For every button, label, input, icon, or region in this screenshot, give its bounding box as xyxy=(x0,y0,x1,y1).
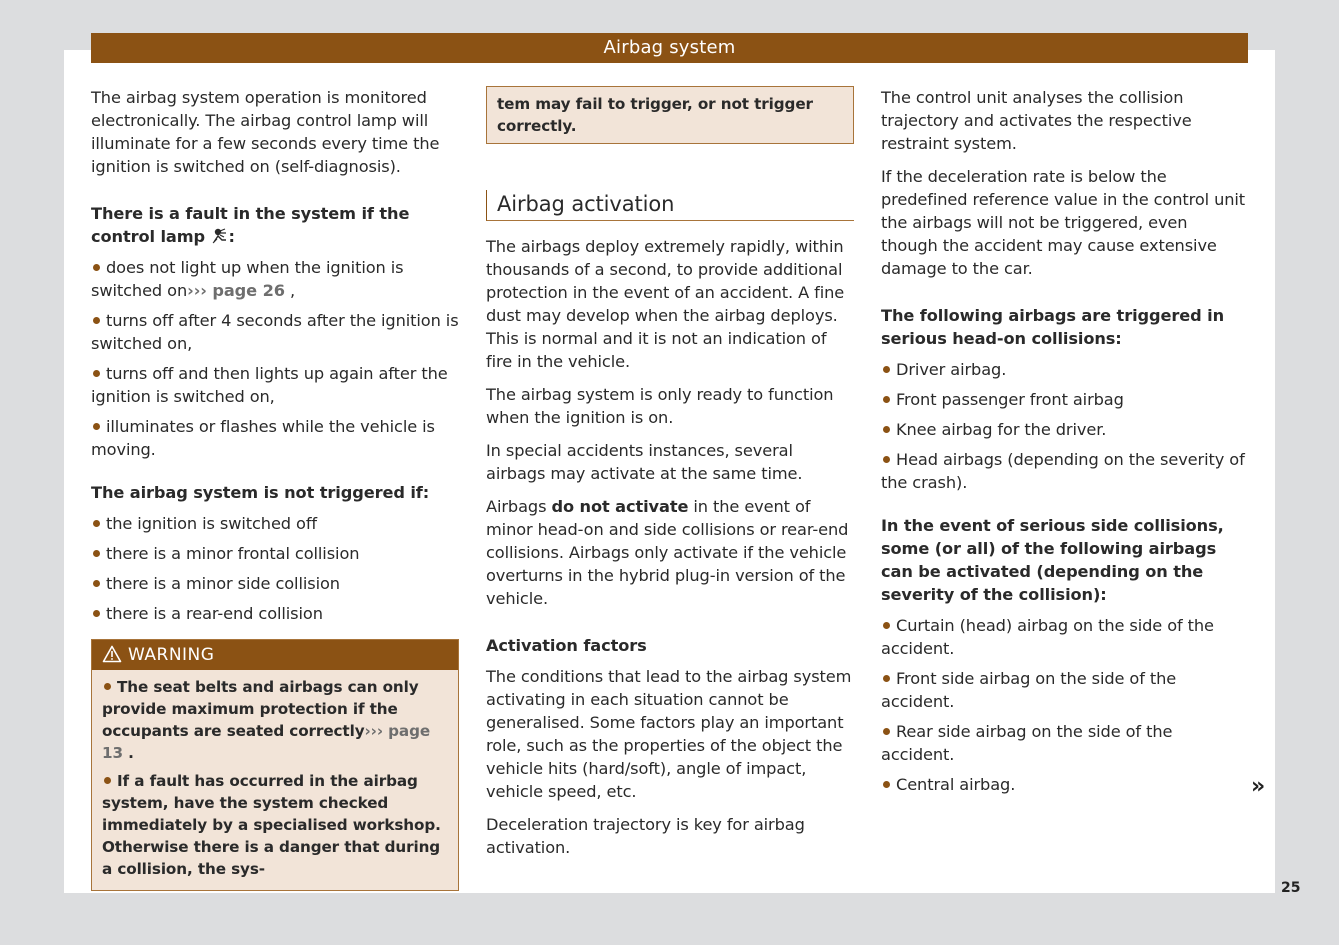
page-26-link[interactable]: ››› page 26 xyxy=(187,281,285,300)
bullet-icon xyxy=(104,777,111,784)
section-title-airbag-activation: Airbag activation xyxy=(486,190,854,221)
list-item: there is a minor frontal collision xyxy=(91,542,459,565)
bullet-icon xyxy=(93,610,100,617)
list-item: Central airbag. xyxy=(881,773,1249,796)
bullet-icon xyxy=(93,550,100,557)
bullet-icon xyxy=(883,396,890,403)
deceleration-paragraph: Deceleration trajectory is key for airbag activation. xyxy=(486,815,805,857)
bullet-icon xyxy=(883,426,890,433)
bullet-icon xyxy=(93,370,100,377)
section-header-title: Airbag system xyxy=(603,37,736,58)
bullet-icon xyxy=(883,622,890,629)
list-item: Curtain (head) airbag on the side of the accident. xyxy=(881,616,1214,658)
not-triggered-list xyxy=(91,512,459,625)
warning-continuation-text: tem may fail to trigger, or not trigger correctly. xyxy=(497,95,813,135)
column-2 xyxy=(486,86,854,869)
head-on-list xyxy=(881,358,1249,494)
fault-list xyxy=(91,256,459,461)
side-collision-heading: In the event of serious side collisions, some (or all) of the following airbags can be activated (depending on the severity of the collision): xyxy=(881,516,1224,604)
list-item: Front side airbag on the side of the accident. xyxy=(881,669,1177,711)
column-1 xyxy=(91,86,459,891)
head-on-heading: The following airbags are triggered in serious head-on collisions: xyxy=(881,306,1225,348)
fault-heading: There is a fault in the system if the control lamp : xyxy=(91,204,410,246)
list-item: there is a rear-end collision xyxy=(91,602,459,625)
bullet-icon xyxy=(883,728,890,735)
side-collision-list xyxy=(881,614,1249,796)
list-item: does not light up when the ignition is switched on››› page 26 , xyxy=(91,258,404,300)
bullet-icon xyxy=(93,520,100,527)
bullet-icon xyxy=(93,317,100,324)
bullet-icon xyxy=(93,580,100,587)
list-item: there is a minor side collision xyxy=(91,572,459,595)
list-item: Rear side airbag on the side of the accident. xyxy=(881,722,1173,764)
list-item: illuminates or flashes while the vehicle is moving. xyxy=(91,417,435,459)
list-item: Knee airbag for the driver. xyxy=(881,418,1249,441)
list-item: turns off after 4 seconds after the ignition is switched on, xyxy=(91,311,459,353)
list-item: turns off and then lights up again after the ignition is switched on, xyxy=(91,364,448,406)
warning-item: If a fault has occurred in the airbag system, have the system checked immediately by a specialised workshop. Otherwise there is a danger that during a collision, the sys- xyxy=(102,772,441,878)
list-item: Driver airbag. xyxy=(881,358,1249,381)
page-number: 25 xyxy=(1281,880,1301,896)
bullet-icon xyxy=(883,781,890,788)
bullet-icon xyxy=(883,675,890,682)
list-item: the ignition is switched off xyxy=(91,512,459,535)
warning-continuation-box xyxy=(486,86,854,144)
deceleration-rate-paragraph: If the deceleration rate is below the predefined reference value in the control unit the airbags will not be triggered, even though the accident may cause extensive damage to the car. xyxy=(881,167,1246,278)
bullet-icon xyxy=(104,683,111,690)
bullet-icon xyxy=(883,366,890,373)
list-item: Head airbags (depending on the severity of the crash). xyxy=(881,450,1245,492)
intro-paragraph: The airbag system operation is monitored electronically. The airbag control lamp will illuminate for a few seconds every time the ignition is switched on (self-diagnosis). xyxy=(91,88,440,176)
warning-triangle-icon xyxy=(102,645,122,663)
warning-title: WARNING xyxy=(128,645,215,665)
bullet-icon xyxy=(883,456,890,463)
do-not-activate-paragraph: Airbags do not activate in the event of minor head-on and side collisions or rear-end collisions. Airbags only activate if the vehicle overturns in the hybrid plug-in version of the vehicle. xyxy=(486,497,849,608)
warning-box xyxy=(91,639,459,891)
column-3 xyxy=(881,86,1249,803)
warning-item: The seat belts and airbags can only provide maximum protection if the occupants are seated correctly››› page 13 . xyxy=(102,678,431,762)
airbag-lamp-icon xyxy=(211,228,229,244)
factors-paragraph: The conditions that lead to the airbag system activating in each situation cannot be generalised. Some factors play an important role, such as the properties of the object the vehicle hits (hard/soft), angle of impact, vehicle speed, etc. xyxy=(486,667,852,801)
page-13-link[interactable]: ››› page 13 xyxy=(102,722,431,762)
warning-header xyxy=(92,640,458,670)
continue-next-page-icon: » xyxy=(1251,774,1266,799)
activation-factors-heading: Activation factors xyxy=(486,636,647,655)
ignition-paragraph: The airbag system is only ready to function when the ignition is on. xyxy=(486,385,834,427)
not-triggered-heading: The airbag system is not triggered if: xyxy=(91,483,430,502)
control-unit-paragraph: The control unit analyses the collision trajectory and activates the respective restraint system. xyxy=(881,88,1192,153)
bullet-icon xyxy=(93,264,100,271)
deploy-paragraph: The airbags deploy extremely rapidly, within thousands of a second, to provide additional protection in the event of an accident. A fine dust may develop when the airbag deploys. This is normal and it is not an indication of fire in the vehicle. xyxy=(486,237,845,371)
section-header-bar xyxy=(91,33,1248,63)
warning-body xyxy=(92,670,458,890)
bullet-icon xyxy=(93,423,100,430)
list-item: Front passenger front airbag xyxy=(881,388,1249,411)
special-accidents-paragraph: In special accidents instances, several airbags may activate at the same time. xyxy=(486,441,803,483)
